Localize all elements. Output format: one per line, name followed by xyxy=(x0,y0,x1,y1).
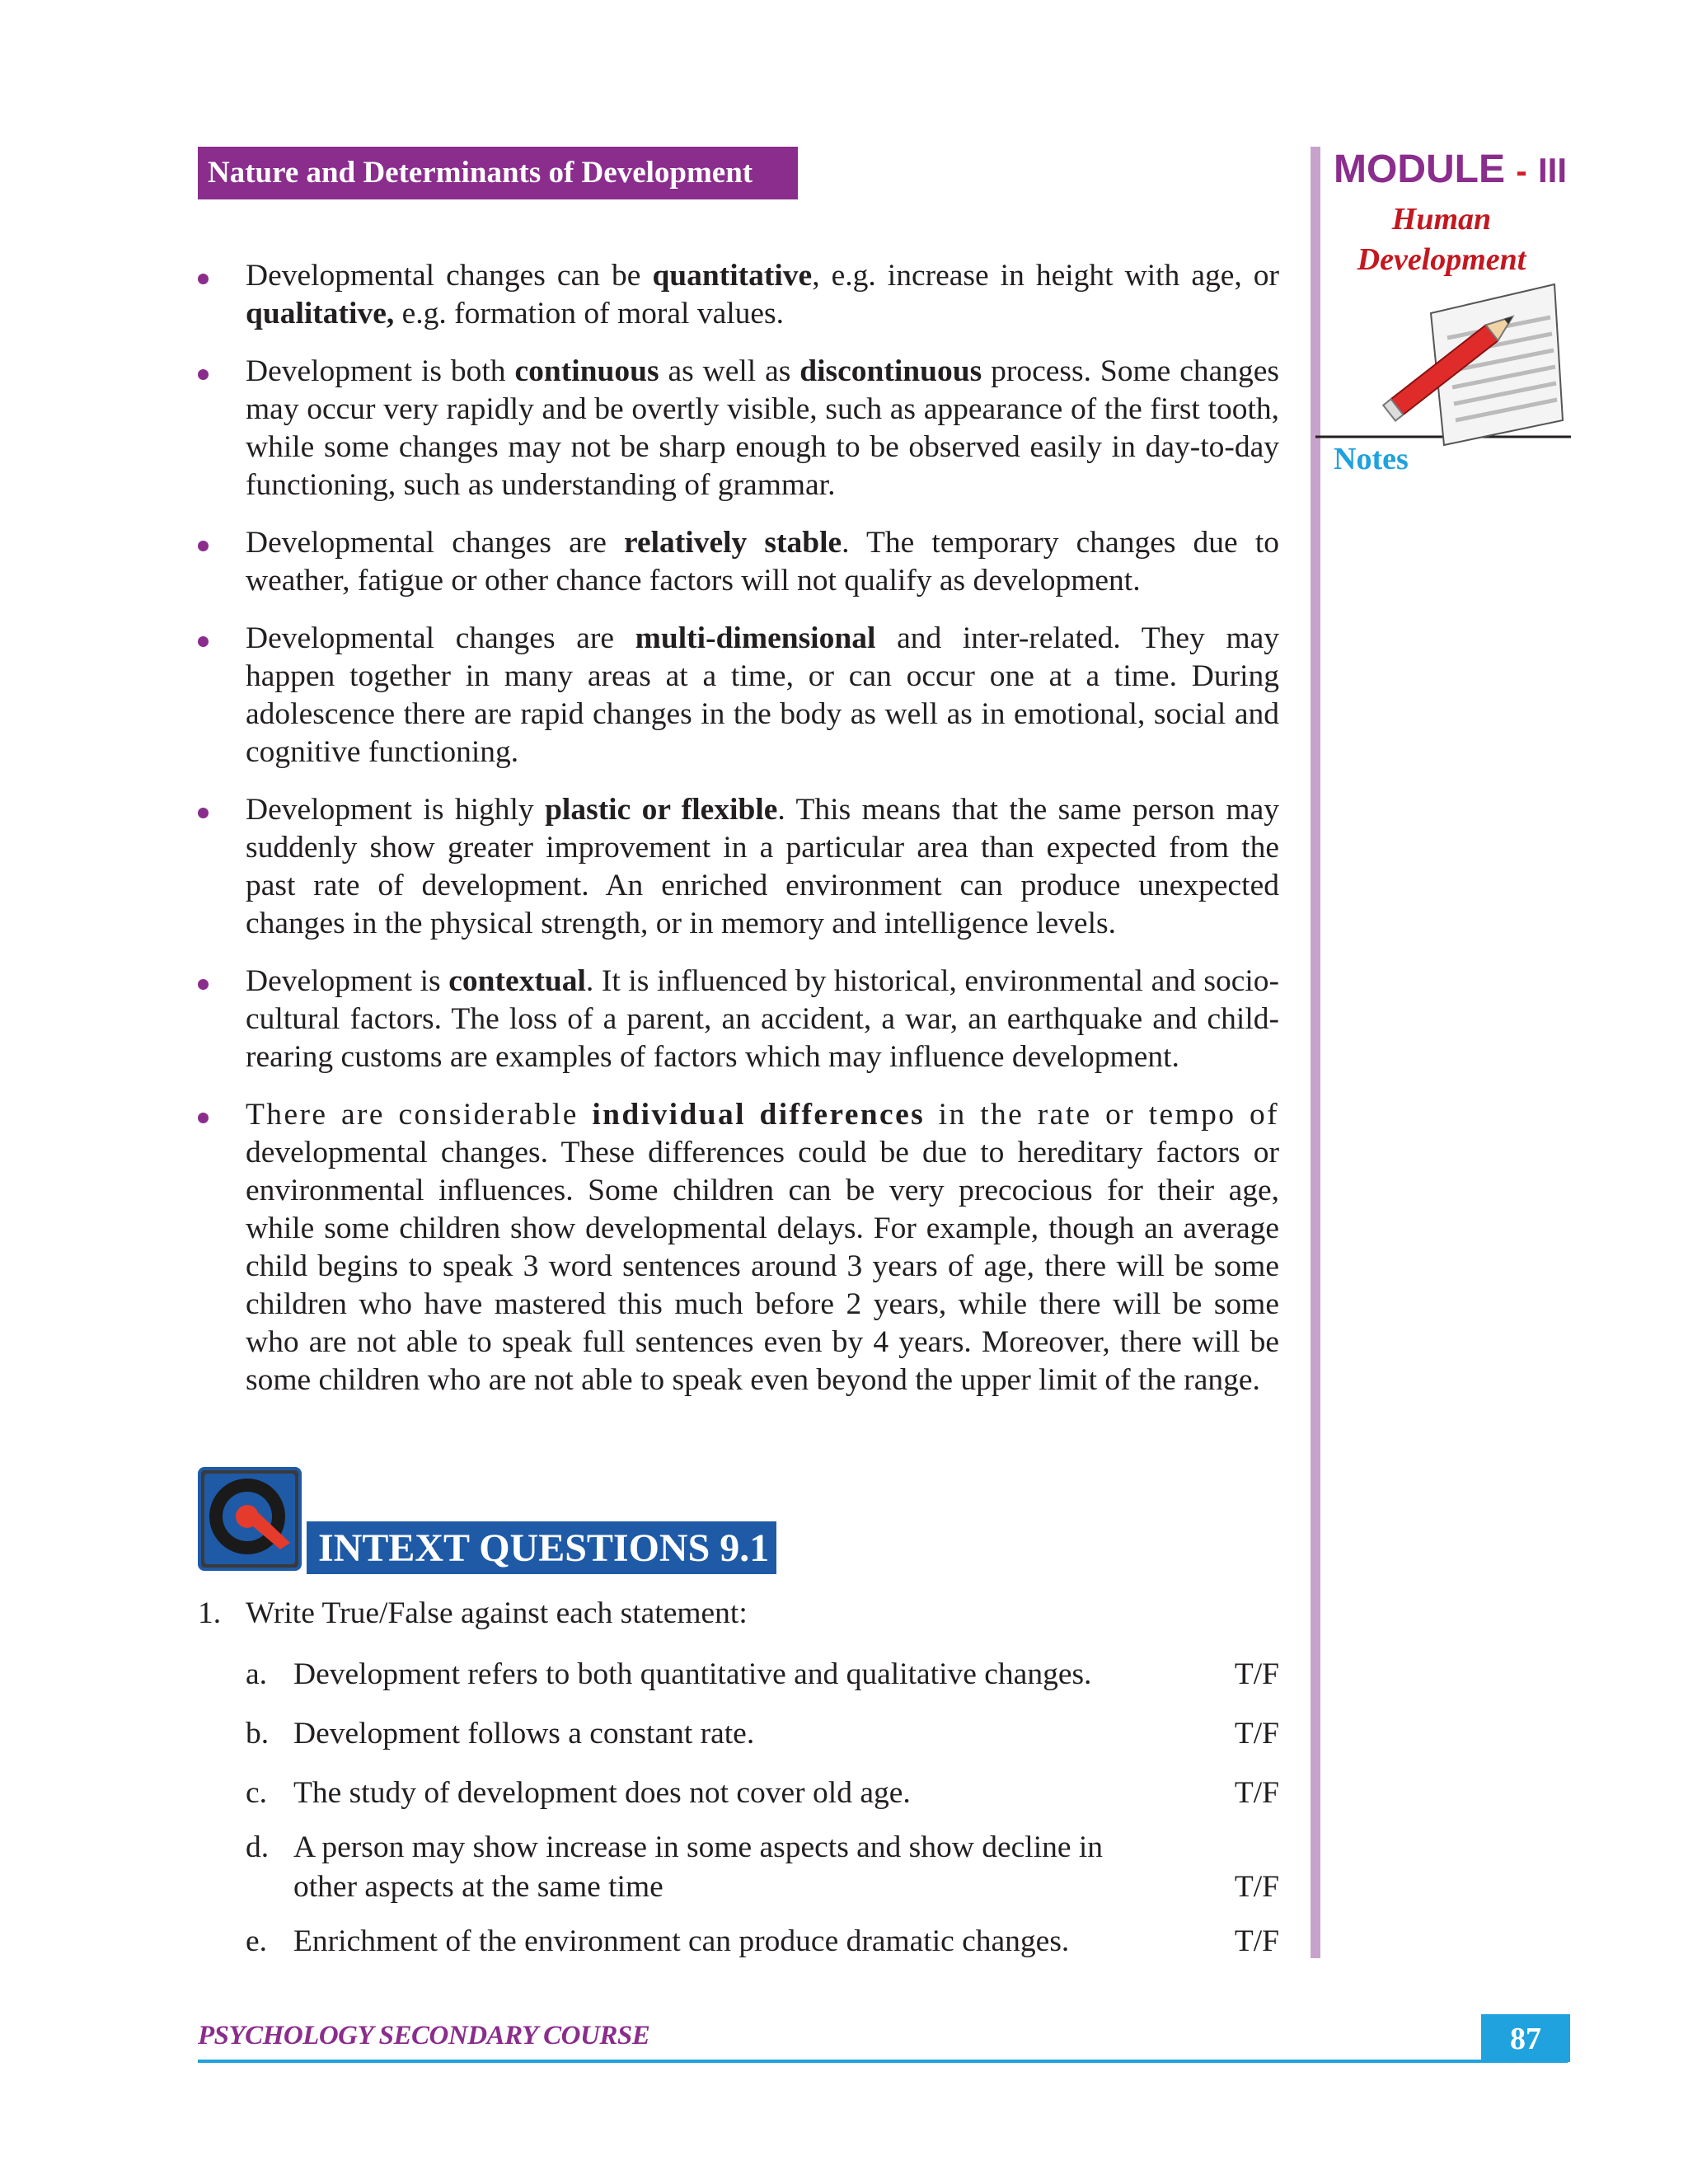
bullet-dot-icon xyxy=(198,369,209,380)
subject-line-2: Development xyxy=(1357,242,1526,277)
bullet-dot-icon xyxy=(198,541,209,551)
question-1: 1. Write True/False against each statement: xyxy=(198,1596,748,1630)
module-number: III xyxy=(1538,151,1568,190)
tf-answer: T/F xyxy=(1234,1924,1279,1958)
bullet-item: Developmental changes are multi-dimensional and inter-related. They may happen together in many areas at a time, or can occur one at a time. During adolescence there are rapid changes in the body as well as in emotional, social and cognitive functioning. xyxy=(198,620,1279,771)
tf-answer: T/F xyxy=(1234,1717,1279,1750)
bullet-item: Development is highly plastic or flexible. This means that the same person may suddenly show greater improvement in a particular area than expected from the past rate of development. An enriched environment can produce unexpected changes in the physical strength, or in memory and intelligence levels. xyxy=(198,791,1279,943)
module-word: MODULE xyxy=(1334,148,1505,191)
bullet-item: Development is contextual. It is influenced by historical, environmental and socio-cultural factors. The loss of a parent, an accident, a war, an earthquake and child-rearing customs are examples of factors which may influence development. xyxy=(198,963,1279,1076)
module-heading xyxy=(1334,147,1573,192)
bullet-dot-icon xyxy=(198,979,209,990)
course-title: PSYCHOLOGY SECONDARY COURSE xyxy=(198,2021,650,2050)
bullet-item: Development is both continuous as well as discontinuous process. Some changes may occur very rapidly and be overtly visible, such as appearance of the first tooth, while some changes may not be sharp enough to be observed easily in day-to-day functioning, such as understanding of grammar. xyxy=(198,353,1279,504)
tf-answer: T/F xyxy=(1234,1657,1279,1691)
bullet-item: Developmental changes are relatively stable. The temporary changes due to weather, fatigue or other chance factors will not qualify as development. xyxy=(198,524,1279,600)
footer-rule xyxy=(198,2060,1568,2063)
bullet-dot-icon xyxy=(198,1113,209,1123)
notes-label: Notes xyxy=(1334,442,1409,476)
notes-pencil-icon xyxy=(1315,280,1571,457)
bullet-dot-icon xyxy=(198,808,209,818)
question-q-icon xyxy=(198,1467,302,1571)
module-separator: - xyxy=(1516,153,1527,190)
main-content xyxy=(198,257,1279,1419)
chapter-title: Nature and Determinants of Development xyxy=(198,147,798,199)
bullet-item: There are considerable individual differences in the rate or tempo of developmental changes. These differences could be due to hereditary factors or environmental influences. Some children can be very precocious for their age, while some children show developmental delays. For example, though an average child begins to speak 3 word sentences around 3 years of age, there will be some children who have mastered this much before 2 years, while there will be some who are not able to speak full sentences even by 4 years. Moreover, there will be some children who are not able to speak even beyond the upper limit of the range. xyxy=(198,1096,1279,1399)
module-subject xyxy=(1334,199,1550,280)
subject-line-1: Human xyxy=(1391,202,1492,237)
page-number: 87 xyxy=(1481,2014,1570,2062)
tf-answer: T/F xyxy=(1234,1870,1279,1904)
tf-answer: T/F xyxy=(1234,1776,1279,1810)
intext-heading: INTEXT QUESTIONS 9.1 xyxy=(307,1521,776,1574)
bullet-dot-icon xyxy=(198,274,209,284)
bullet-dot-icon xyxy=(198,636,209,647)
bullet-item: Developmental changes can be quantitative, e.g. increase in height with age, or qualitative, e.g. formation of moral values. xyxy=(198,257,1279,333)
